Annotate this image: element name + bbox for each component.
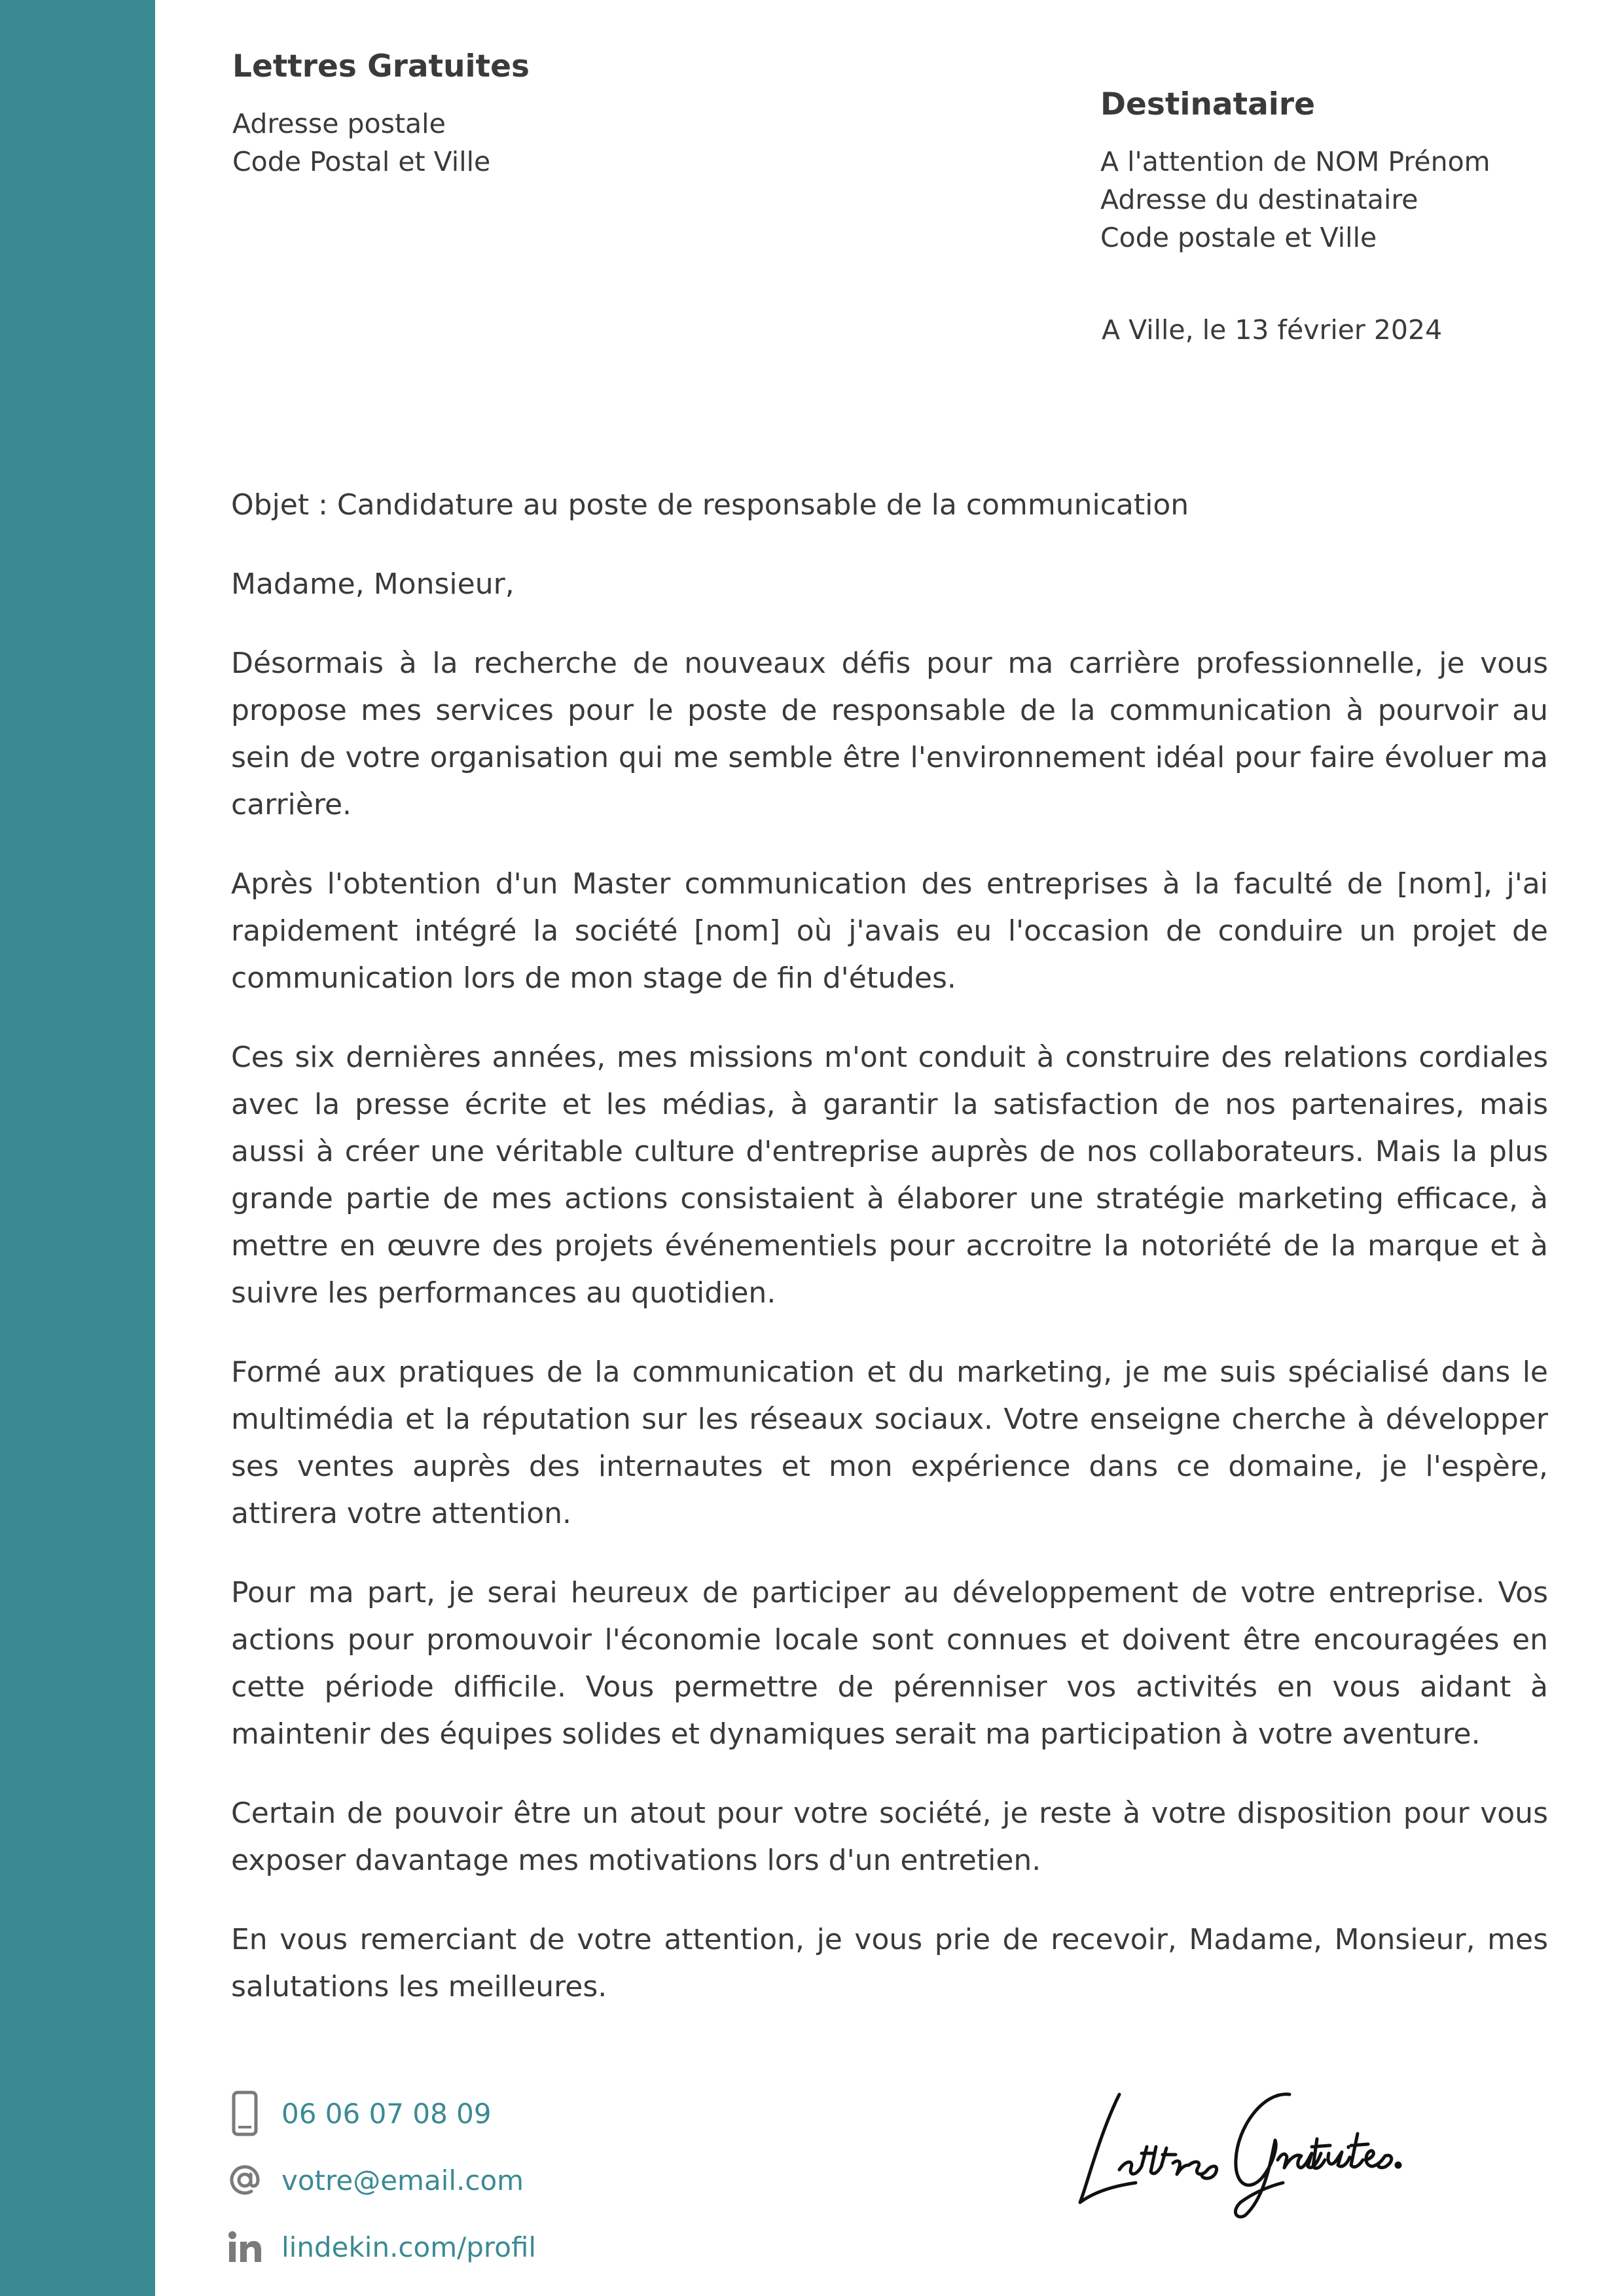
recipient-address-line: Adresse du destinataire xyxy=(1100,184,1418,215)
contact-email xyxy=(228,2147,536,2214)
letter-paragraph: Après l'obtention d'un Master communication des entreprises à la faculté de [nom], j'ai rapidement intégré la société [nom] où j'avais eu l'occasion de conduire un projet de communication lors de mon stage de fin d'études. xyxy=(231,867,1548,995)
letter-closing: En vous remerciant de votre attention, je vous prie de recevoir, Madame, Monsieur, mes salutations les meilleures. xyxy=(231,1923,1548,2003)
contact-linkedin xyxy=(228,2214,536,2280)
linkedin-icon xyxy=(228,2223,262,2270)
letter-paragraph: Formé aux pratiques de la communication et du marketing, je me suis spécialisé dans le multimédia et la réputation sur les réseaux sociaux. Votre enseigne cherche à développer ses ventes auprès des internautes et mon expérience dans ce domaine, je l'espère, attirera votre attention. xyxy=(231,1355,1548,1530)
sender-name: Lettres Gratuites xyxy=(232,48,530,84)
sender-address-line: Adresse postale xyxy=(232,108,446,139)
handwritten-signature xyxy=(1074,2055,1466,2225)
contact-list xyxy=(228,2080,536,2280)
letter-paragraph: Ces six dernières années, mes missions m'ont conduit à construire des relations cordiales avec la presse écrite et les médias, à garantir la satisfaction de nos partenaires, mais aussi à créer une véritable culture d'entreprise auprès de nos collaborateurs. Mais la plus grande partie de mes actions consistaient à élaborer une stratégie marketing efficace, à mettre en œuvre des projets événementiels pour accroitre la notoriété de la marque et à suivre les performances au quotidien. xyxy=(231,1041,1548,1310)
sender-block xyxy=(232,47,530,181)
letter-paragraph: Pour ma part, je serai heureux de participer au développement de votre entreprise. Vos actions pour promouvoir l'économie locale sont connues et doivent être encouragées en cette période difficile. Vous permettre de pérenniser vos activités en vous aidant à maintenir des équipes solides et dynamiques serait ma participation à votre aventure. xyxy=(231,1576,1548,1751)
letter-date: A Ville, le 13 février 2024 xyxy=(1102,314,1443,346)
linkedin-url[interactable]: lindekin.com/profil xyxy=(281,2231,537,2263)
letter-paragraph: Désormais à la recherche de nouveaux défis pour ma carrière professionnelle, je vous propose mes services pour le poste de responsable de la communication à pourvoir au sein de votre organisation qui me semble être l'environnement idéal pour faire évoluer ma carrière. xyxy=(231,647,1548,821)
recipient-block xyxy=(1100,85,1490,257)
recipient-city-line: Code postale et Ville xyxy=(1100,222,1377,253)
phone-number[interactable]: 06 06 07 08 09 xyxy=(281,2097,492,2130)
email-address[interactable]: votre@email.com xyxy=(281,2164,524,2197)
letter-subject: Objet : Candidature au poste de responsable de la communication xyxy=(231,488,1189,522)
contact-phone xyxy=(228,2080,536,2147)
phone-icon xyxy=(228,2090,262,2137)
sender-city-line: Code Postal et Ville xyxy=(232,146,491,177)
letter-paragraph: Certain de pouvoir être un atout pour votre société, je reste à votre disposition pour vous exposer davantage mes motivations lors d'un entretien. xyxy=(231,1797,1548,1877)
recipient-title: Destinataire xyxy=(1100,86,1315,122)
letter-salutation: Madame, Monsieur, xyxy=(231,567,514,601)
recipient-attention-line: A l'attention de NOM Prénom xyxy=(1100,146,1490,177)
accent-sidebar xyxy=(0,0,155,2296)
letter-body xyxy=(231,482,1548,2043)
at-sign-icon xyxy=(228,2157,262,2204)
